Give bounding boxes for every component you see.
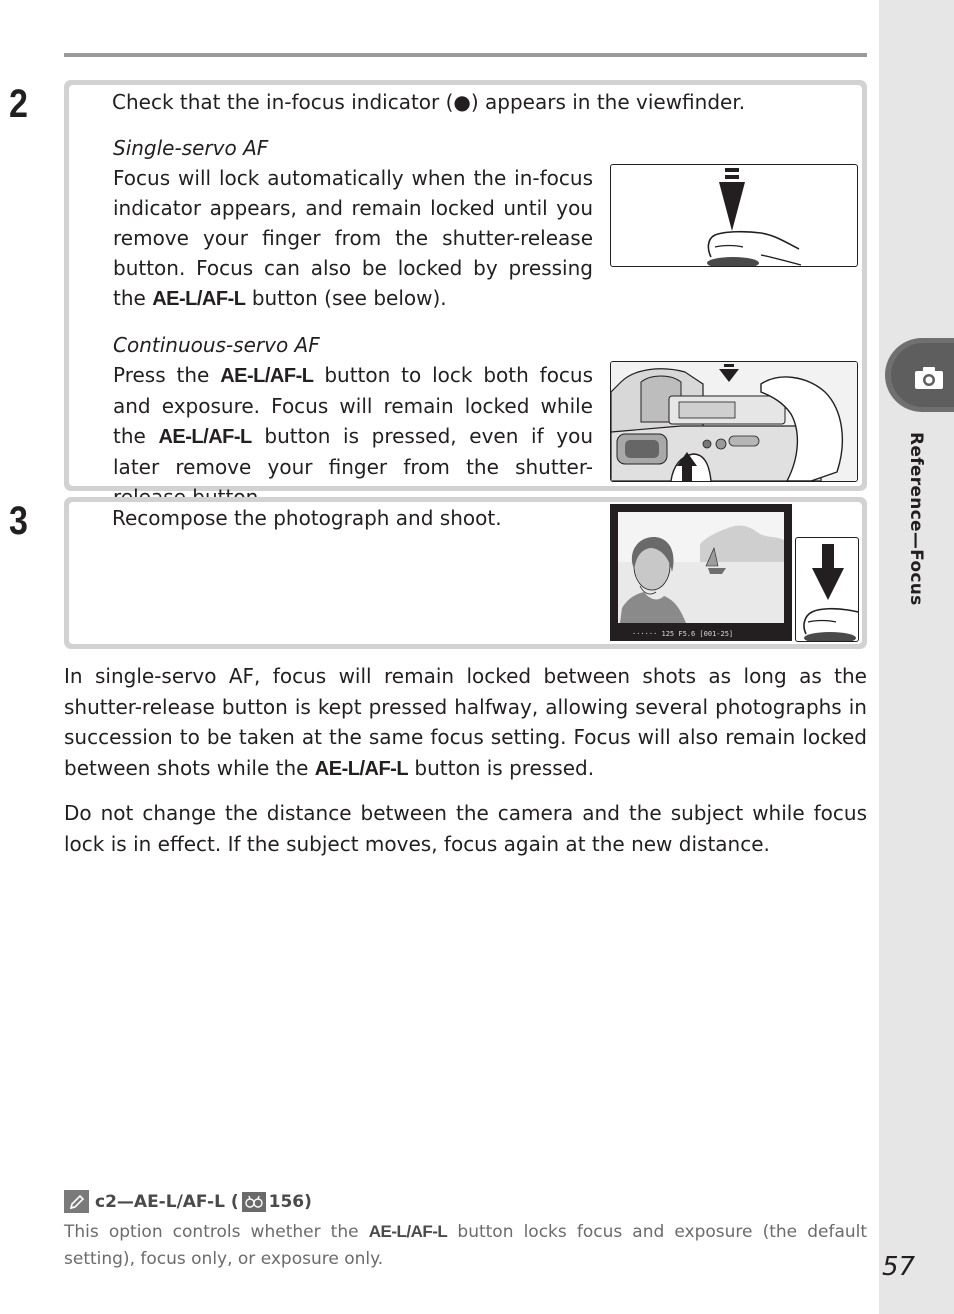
ae-l-af-l-button-label: AE-L/AF-L [152,288,246,310]
section-label: Reference—Focus [906,432,926,606]
page-number: 57 [882,1252,916,1282]
focus-lock-paragraph: In single-servo AF, focus will remain locked between shots as long as the shutter-release button is kept pressed halfway, allowing several photographs in succession to be taken at the same focus setting. Focus will also remain locked between shots while the AE-L/AF-L button is pressed. [64,664,867,780]
single-servo-text: Focus will lock automatically when the in-focus indicator appears, and remain locked until you remove your finger from the shutter-release button. Focus can also be locked by pressing the AE-L/AF-L button (see below). [113,166,593,310]
camera-icon [914,366,944,390]
single-servo-heading: Single-servo AF [113,136,269,160]
distance-paragraph: Do not change the distance between the camera and the subject while focus lock is in effect. If the subject moves, focus again at the new distance. [64,801,867,856]
recompose-scene [610,504,792,641]
camera-back-illustration [610,361,858,482]
pencil-icon [64,1190,89,1213]
continuous-servo-text: Press the AE-L/AF-L button to lock both focus and exposure. Focus will remain locked while the AE-L/AF-L button is pressed, even if you later remove your finger from the shutter- [113,363,594,479]
shutter-full-press-icon [796,538,858,641]
viewfinder-readout: ······ 125 F5.6 [001-25] [632,630,734,638]
full-press-illustration [795,537,859,642]
sidebar [879,0,954,1314]
top-rule [64,53,867,57]
step-3-instruction: Recompose the photograph and shoot. [112,506,502,530]
note-text: This option controls whether the AE-L/AF-L button locks focus and exposure (the default setting), focus only, or exposure only. [64,1222,868,1269]
page-reference-icon [242,1192,266,1212]
ae-l-af-l-press-icon [611,362,857,481]
in-focus-indicator-icon: ● [453,90,471,114]
viewfinder-illustration [610,504,792,641]
continuous-servo-heading: Continuous-servo AF [113,333,320,357]
note-title: c2—AE-L/AF-L ( 156) [64,1190,312,1213]
shutter-half-press-icon [611,165,857,266]
step-number: 3 [9,499,28,543]
half-press-illustration [610,164,858,267]
step-2-instruction: Check that the in-focus indicator (●) appears in the viewfinder. [112,90,746,114]
section-tab [885,338,954,412]
step-number: 2 [9,82,28,126]
